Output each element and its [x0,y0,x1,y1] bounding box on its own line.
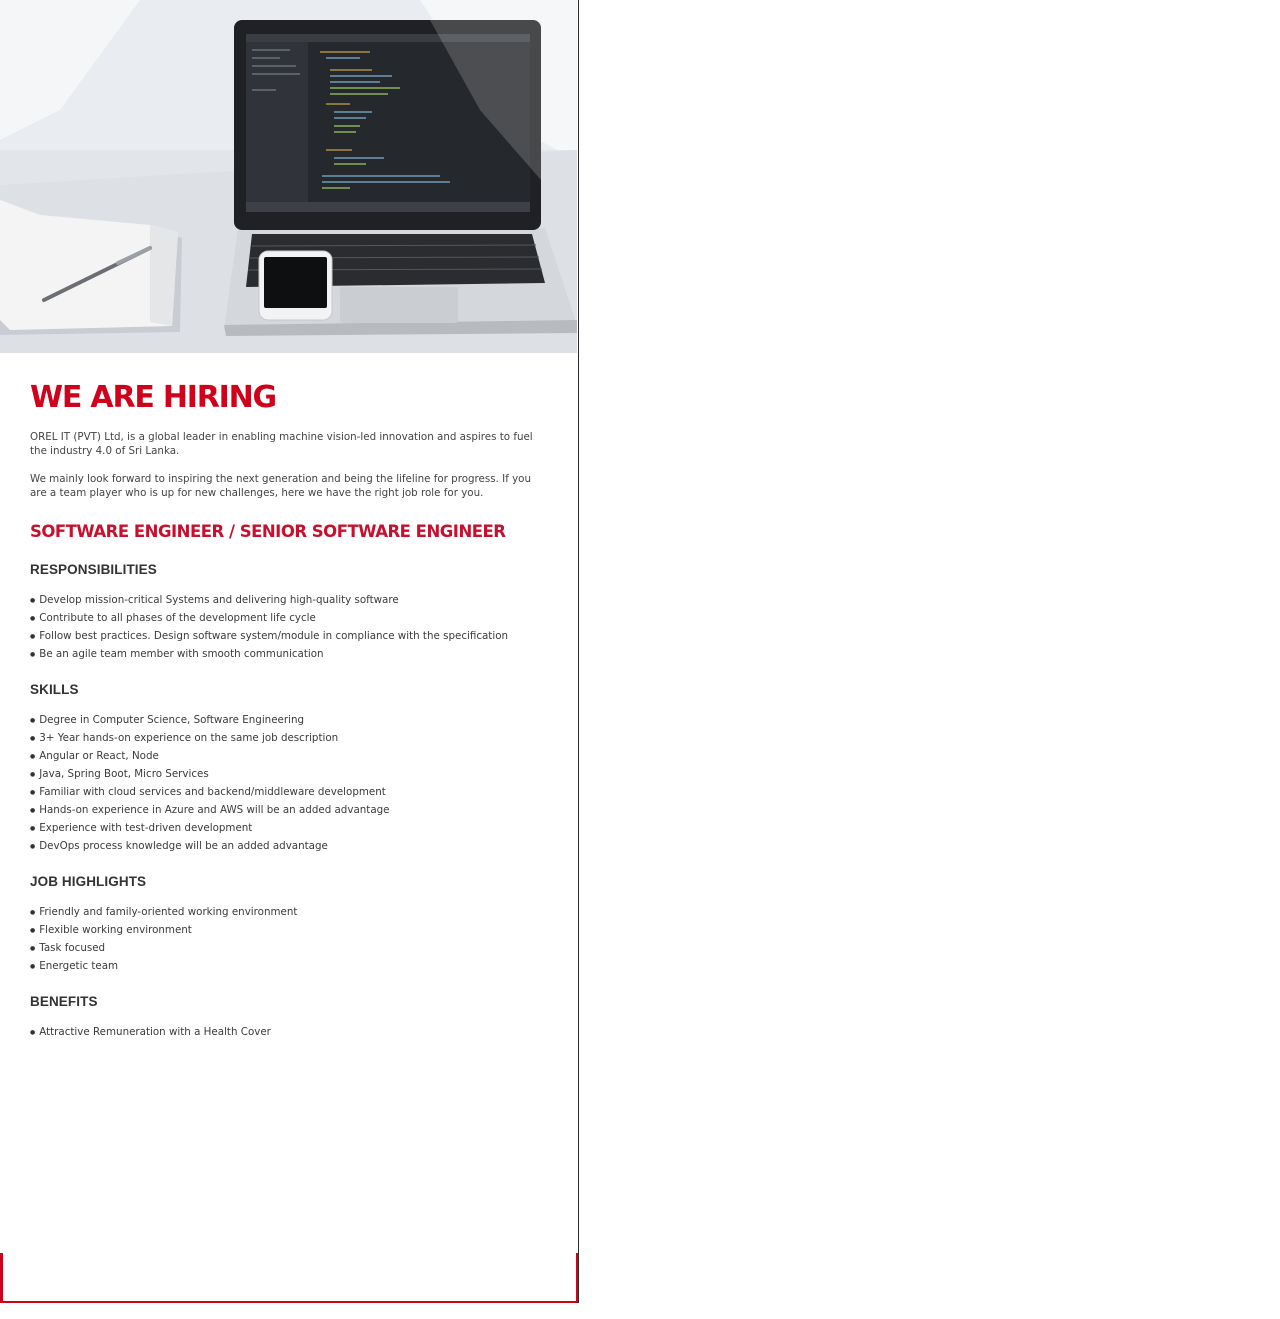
job-highlights-heading: JOB HIGHLIGHTS [30,874,147,889]
list-item: ● Hands-on experience in Azure and AWS will be an added advantage [30,801,550,819]
responsibilities-list [30,591,550,663]
list-item: ● Develop mission-critical Systems and delivering high-quality software [30,591,550,609]
skills-section [30,682,550,855]
list-item: ● Contribute to all phases of the development life cycle [30,609,550,627]
company-intro: OREL IT (PVT) Ltd, is a global leader in enabling machine vision-led innovation and aspires to fuel the industry 4.0 of Sri Lanka. [30,431,533,457]
list-item: ● Java, Spring Boot, Micro Services [30,765,550,783]
benefits-heading: BENEFITS [30,994,98,1009]
poster-content [30,378,550,1041]
list-item: ● Task focused [30,939,550,957]
laptop-photo [0,0,577,353]
team-intro: We mainly look forward to inspiring the next generation and being the lifeline for progress. If you are a team player who is up for new challenges, here we have the right job role for you. [30,473,532,499]
hiring-headline: WE ARE HIRING [30,380,276,415]
responsibilities-heading: RESPONSIBILITIES [30,562,157,577]
list-item: ● Experience with test-driven development [30,819,550,837]
responsibilities-section [30,562,550,663]
job-poster [0,0,579,1303]
list-item: ● DevOps process knowledge will be an added advantage [30,837,550,855]
list-item: ● Degree in Computer Science, Software Engineering [30,711,550,729]
job-title: SOFTWARE ENGINEER / SENIOR SOFTWARE ENGINEER [30,522,506,541]
list-item: ● 3+ Year hands-on experience on the same job description [30,729,550,747]
job-highlights-list [30,903,550,975]
list-item: ● Be an agile team member with smooth communication [30,645,550,663]
benefits-list [30,1023,550,1041]
list-item: ● Friendly and family-oriented working environment [30,903,550,921]
job-highlights-section [30,874,550,975]
list-item: ● Follow best practices. Design software system/module in compliance with the specification [30,627,550,645]
hero-image [0,0,577,353]
list-item: ● Angular or React, Node [30,747,550,765]
footer-frame [0,1253,578,1303]
benefits-section [30,994,550,1041]
list-item: ● Attractive Remuneration with a Health Cover [30,1023,550,1041]
list-item: ● Energetic team [30,957,550,975]
skills-list [30,711,550,855]
skills-heading: SKILLS [30,682,79,697]
list-item: ● Flexible working environment [30,921,550,939]
list-item: ● Familiar with cloud services and backend/middleware development [30,783,550,801]
